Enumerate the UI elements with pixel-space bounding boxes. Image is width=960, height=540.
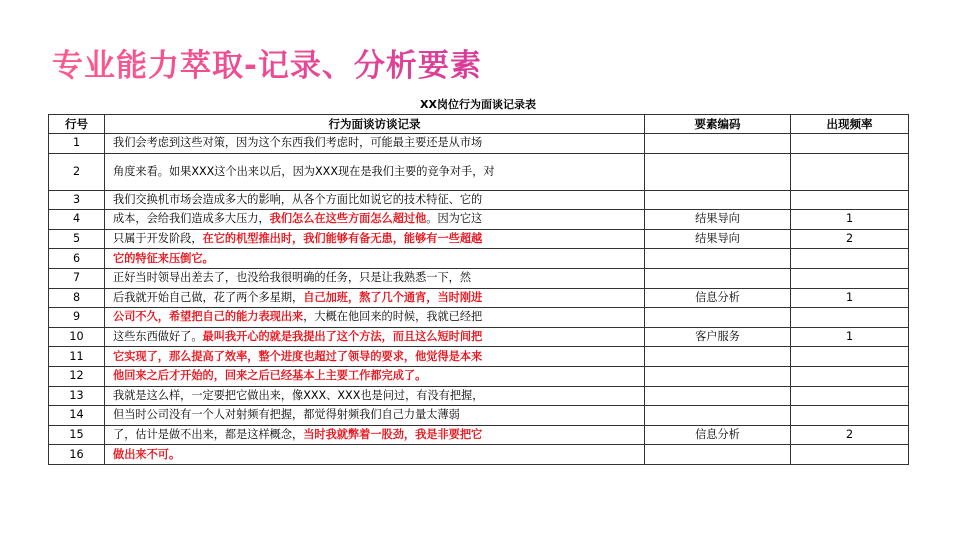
highlighted-text: 它实现了，那么提高了效率，整个进度也超过了领导的要求，他觉得是本来 (113, 349, 483, 363)
frequency (791, 445, 909, 465)
plain-text: 但当时公司没有一个人对射频有把握，都觉得射频我们自己力量太薄弱 (113, 408, 460, 422)
element-code (645, 406, 791, 426)
highlighted-text: 当时我就弊着一股劲，我是非要把它 (303, 428, 483, 442)
slide-title: 专业能力萃取-记录、分析要素 (52, 40, 482, 85)
element-code (645, 134, 791, 154)
frequency: 1 (791, 288, 909, 308)
table-caption: XX岗位行为面谈记录表 (420, 98, 536, 111)
table-row (49, 190, 909, 210)
row-number: 1 (49, 134, 105, 154)
table-row (49, 425, 909, 445)
record-text (105, 249, 645, 269)
row-number: 8 (49, 288, 105, 308)
table-header-row (49, 115, 909, 134)
record-text (105, 347, 645, 367)
header-frequency: 出现频率 (791, 115, 909, 134)
header-element-code: 要素编码 (645, 115, 791, 134)
frequency: 2 (791, 229, 909, 249)
table-row (49, 327, 909, 347)
row-number: 6 (49, 249, 105, 269)
element-code (645, 366, 791, 386)
row-number: 9 (49, 308, 105, 328)
frequency (791, 308, 909, 328)
table-row (49, 268, 909, 288)
element-code: 结果导向 (645, 210, 791, 230)
element-code (645, 268, 791, 288)
element-code (645, 249, 791, 269)
row-number: 14 (49, 406, 105, 426)
element-code (645, 347, 791, 367)
table-row (49, 406, 909, 426)
row-number: 3 (49, 190, 105, 210)
element-code: 信息分析 (645, 288, 791, 308)
table-row (49, 153, 909, 190)
element-code (645, 445, 791, 465)
table-row (49, 347, 909, 367)
plain-text: 这些东西做好了。 (113, 330, 203, 344)
frequency: 1 (791, 210, 909, 230)
table-row (49, 308, 909, 328)
row-number: 5 (49, 229, 105, 249)
plain-text: 后我就开始自己做，花了两个多星期， (113, 290, 304, 304)
highlighted-text: 最叫我开心的就是我提出了这个方法，而且这么短时间把 (202, 330, 483, 344)
row-number: 15 (49, 425, 105, 445)
table-row (49, 249, 909, 269)
highlighted-text: 在它的机型推出时，我们能够有备无患，能够有一些超越 (202, 232, 483, 246)
record-text (105, 190, 645, 210)
frequency (791, 366, 909, 386)
plain-text: 只属于开发阶段， (113, 232, 203, 246)
element-code (645, 308, 791, 328)
plain-text: 了，估计是做不出来，都是这样概念， (113, 428, 304, 442)
element-code: 客户服务 (645, 327, 791, 347)
row-number: 7 (49, 268, 105, 288)
frequency (791, 134, 909, 154)
table-row (49, 210, 909, 230)
row-number: 4 (49, 210, 105, 230)
frequency (791, 347, 909, 367)
element-code (645, 190, 791, 210)
table-row (49, 386, 909, 406)
highlighted-text: 我们怎么在这些方面怎么超过他 (269, 212, 427, 226)
record-text (105, 308, 645, 328)
highlighted-text: 做出来不可。 (113, 447, 181, 461)
frequency (791, 153, 909, 190)
frequency (791, 386, 909, 406)
row-number: 13 (49, 386, 105, 406)
highlighted-text: 它的特征来压倒它。 (113, 251, 214, 265)
header-line-no: 行号 (49, 115, 105, 134)
record-text (105, 445, 645, 465)
highlighted-text: 公司不久，希望把自己的能力表现出来 (113, 310, 304, 324)
record-text (105, 268, 645, 288)
frequency (791, 190, 909, 210)
plain-text: 角度来看。如果XXX这个出来以后，因为XXX现在是我们主要的竞争对手，对 (113, 164, 495, 178)
element-code: 结果导向 (645, 229, 791, 249)
table-body (49, 134, 909, 465)
frequency (791, 268, 909, 288)
record-text (105, 229, 645, 249)
record-text (105, 386, 645, 406)
record-text (105, 406, 645, 426)
interview-record-table (48, 114, 909, 465)
record-text (105, 327, 645, 347)
record-text (105, 134, 645, 154)
row-number: 2 (49, 153, 105, 190)
frequency: 2 (791, 425, 909, 445)
element-code (645, 153, 791, 190)
row-number: 10 (49, 327, 105, 347)
record-text (105, 425, 645, 445)
table-row (49, 445, 909, 465)
record-text (105, 210, 645, 230)
plain-text: ，大概在他回来的时候，我就已经把 (303, 310, 483, 324)
plain-text: 正好当时领导出差去了，也没给我很明确的任务，只是让我熟悉一下，然 (113, 271, 472, 285)
record-text (105, 288, 645, 308)
table-row (49, 229, 909, 249)
plain-text: 我就是这么样，一定要把它做出来，像XXX、XXX也是问过，有没有把握， (113, 388, 484, 402)
plain-text: 我们交换机市场会造成多大的影响，从各个方面比如说它的技术特征、它的 (113, 192, 483, 206)
highlighted-text: 他回来之后才开始的，回来之后已经基本上主要工作都完成了。 (113, 369, 427, 383)
record-text (105, 366, 645, 386)
plain-text: 我们会考虑到这些对策，因为这个东西我们考虑时，可能最主要还是从市场 (113, 136, 483, 150)
element-code (645, 386, 791, 406)
frequency: 1 (791, 327, 909, 347)
row-number: 11 (49, 347, 105, 367)
record-text (105, 153, 645, 190)
table-row (49, 366, 909, 386)
header-record: 行为面谈访谈记录 (105, 115, 645, 134)
frequency (791, 406, 909, 426)
highlighted-text: 自己加班，熬了几个通宵，当时刚进 (303, 290, 483, 304)
plain-text: 。因为它这 (426, 212, 483, 226)
table-row (49, 288, 909, 308)
table-row (49, 134, 909, 154)
plain-text: 成本，会给我们造成多大压力， (113, 212, 270, 226)
row-number: 12 (49, 366, 105, 386)
element-code: 信息分析 (645, 425, 791, 445)
row-number: 16 (49, 445, 105, 465)
frequency (791, 249, 909, 269)
